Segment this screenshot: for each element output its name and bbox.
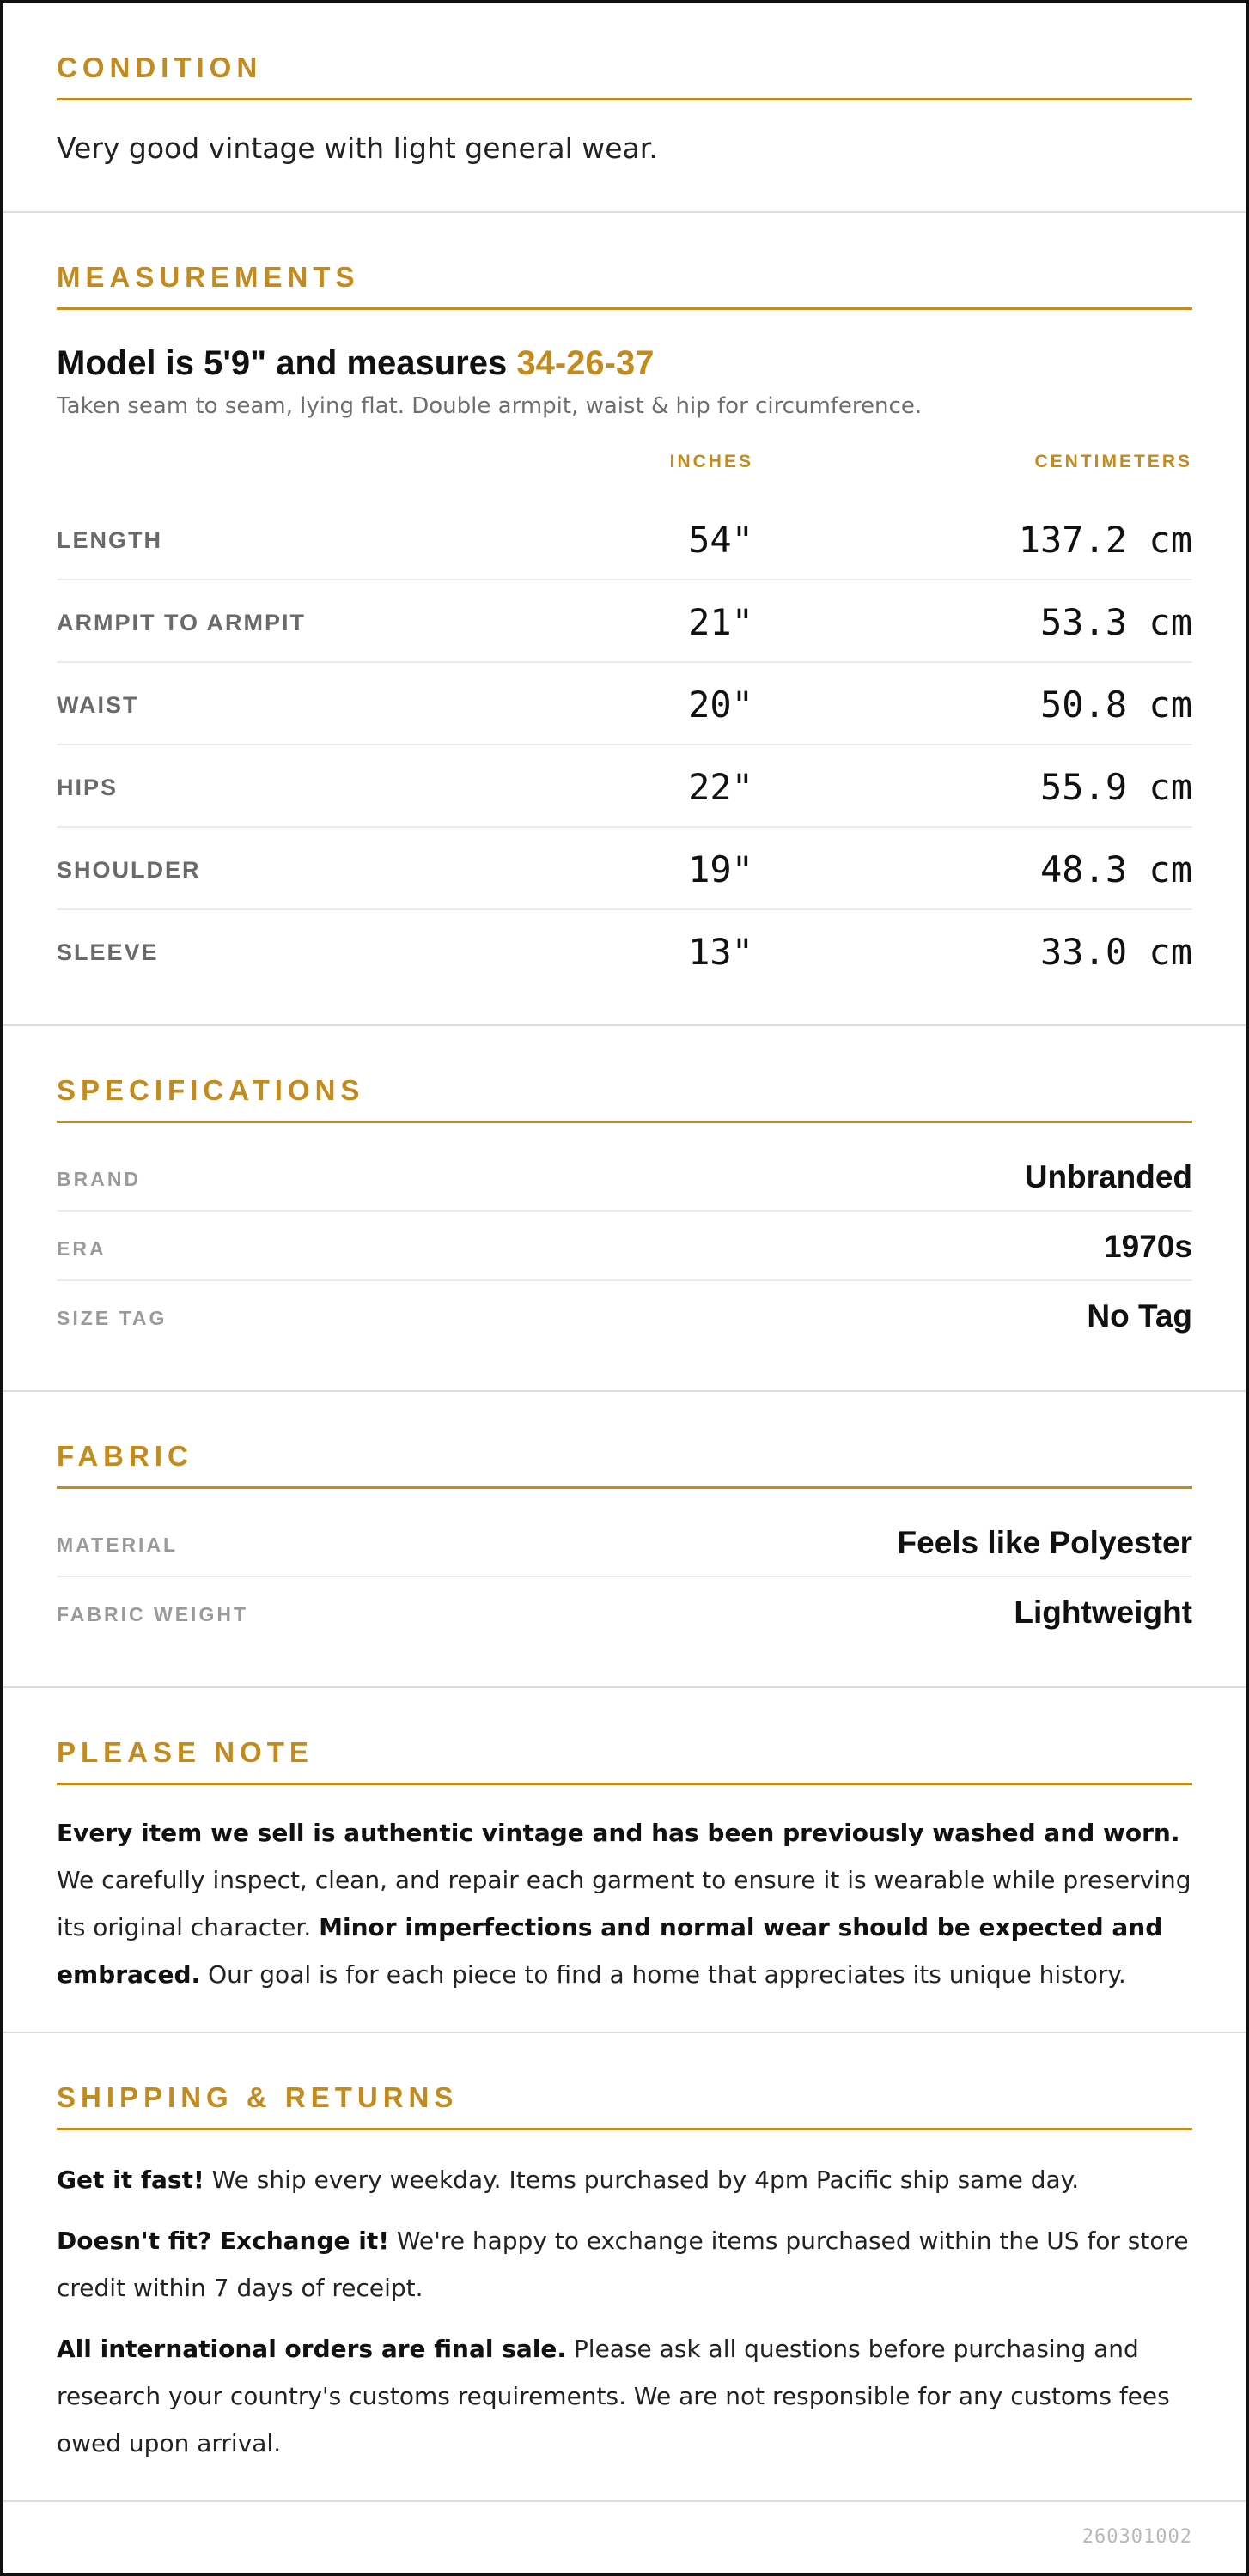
measurement-label: ARMPIT TO ARMPIT: [57, 610, 306, 635]
shipping-returns-heading: SHIPPING & RETURNS: [57, 2081, 1192, 2130]
note-text-1: We carefully inspect, clean, and repair each garment to ensure it is wearable while preserving its original character.: [57, 1866, 1191, 1941]
condition-heading: CONDITION: [57, 52, 1192, 100]
shipping-returns-section: [3, 2033, 1246, 2502]
note-text-2: Our goal is for each piece to find a home that appreciates its unique history.: [200, 1960, 1126, 1989]
table-row: [57, 498, 1192, 580]
fabric-key: MATERIAL: [57, 1534, 179, 1556]
table-row: [57, 663, 1192, 745]
table-row: [57, 580, 1192, 663]
measurement-inches: 13": [688, 931, 753, 973]
measurement-cm: 137.2 cm: [1018, 519, 1192, 561]
shipping-paragraph: [57, 2156, 1192, 2203]
measurement-cm: 33.0 cm: [1039, 931, 1192, 973]
condition-text: Very good vintage with light general wear.: [57, 131, 658, 165]
exchange-text: We're happy to exchange items purchased within the US for store credit within 7 days of receipt.: [57, 2227, 1189, 2302]
centimeters-column-header: CENTIMETERS: [1034, 452, 1192, 471]
measurement-cm: 50.8 cm: [1039, 683, 1192, 726]
exchange-paragraph: [57, 2217, 1192, 2312]
measurement-inches: 22": [688, 766, 753, 808]
measurement-inches: 54": [688, 519, 753, 561]
exchange-bold: Doesn't fit? Exchange it!: [57, 2227, 389, 2255]
fabric-heading: FABRIC: [57, 1440, 1192, 1489]
spec-value: Unbranded: [1024, 1159, 1192, 1194]
measurement-inches: 19": [688, 848, 753, 890]
spec-key: BRAND: [57, 1168, 142, 1190]
measurement-inches: 21": [688, 601, 753, 643]
fabric-value: Feels like Polyester: [897, 1525, 1192, 1560]
measurement-method-note: Taken seam to seam, lying flat. Double armpit, waist & hip for circumference.: [57, 393, 923, 419]
international-text: Please ask all questions before purchasing and research your country's customs requirements. We are not responsible for any customs fees owed upon arrival.: [57, 2335, 1170, 2458]
list-item: [57, 1577, 1192, 1647]
measurement-cm: 53.3 cm: [1039, 601, 1192, 643]
specifications-heading: SPECIFICATIONS: [57, 1074, 1192, 1123]
model-info: [57, 344, 1192, 383]
shipping-text: We ship every weekday. Items purchased by 4pm Pacific ship same day.: [204, 2166, 1080, 2194]
measurements-table-header: [57, 452, 1192, 486]
please-note-heading: PLEASE NOTE: [57, 1736, 1192, 1785]
please-note-text: [57, 1809, 1192, 1998]
measurements-section: [3, 213, 1246, 1026]
specifications-list: [57, 1142, 1192, 1351]
fabric-value: Lightweight: [1014, 1595, 1192, 1630]
measurement-label: HIPS: [57, 775, 119, 800]
fabric-list: [57, 1508, 1192, 1647]
spec-key: ERA: [57, 1237, 107, 1260]
spec-value: No Tag: [1087, 1298, 1192, 1334]
list-item: [57, 1508, 1192, 1577]
inches-column-header: INCHES: [669, 452, 753, 471]
measurement-cm: 55.9 cm: [1039, 766, 1192, 808]
list-item: [57, 1142, 1192, 1212]
measurements-heading: MEASUREMENTS: [57, 261, 1192, 310]
table-row: [57, 910, 1192, 993]
table-row: [57, 745, 1192, 828]
spec-value: 1970s: [1104, 1229, 1192, 1264]
spec-key: SIZE TAG: [57, 1307, 168, 1329]
measurement-cm: 48.3 cm: [1039, 848, 1192, 890]
list-item: [57, 1281, 1192, 1351]
measurement-label: LENGTH: [57, 527, 162, 553]
international-paragraph: [57, 2325, 1192, 2467]
fabric-key: FABRIC WEIGHT: [57, 1603, 248, 1625]
sku-number: 260301002: [1081, 2526, 1192, 2548]
measurement-label: WAIST: [57, 692, 139, 718]
measurement-inches: 20": [688, 683, 753, 726]
specifications-section: [3, 1026, 1246, 1392]
fabric-section: [3, 1392, 1246, 1688]
please-note-section: [3, 1688, 1246, 2033]
model-measures: 34-26-37: [516, 344, 655, 382]
list-item: [57, 1212, 1192, 1281]
table-row: [57, 828, 1192, 910]
model-info-prefix: Model is 5'9" and measures: [57, 344, 517, 382]
footer: [3, 2502, 1246, 2576]
shipping-bold: Get it fast!: [57, 2166, 204, 2194]
note-bold-2: Minor imperfections and normal wear should be expected and embraced.: [57, 1913, 1163, 1989]
condition-section: [3, 3, 1246, 213]
note-bold-1: Every item we sell is authentic vintage and has been previously washed and worn.: [57, 1819, 1180, 1847]
measurement-label: SHOULDER: [57, 857, 201, 883]
measurement-label: SLEEVE: [57, 939, 159, 965]
international-bold: All international orders are final sale.: [57, 2335, 567, 2363]
measurements-table: [57, 498, 1192, 993]
